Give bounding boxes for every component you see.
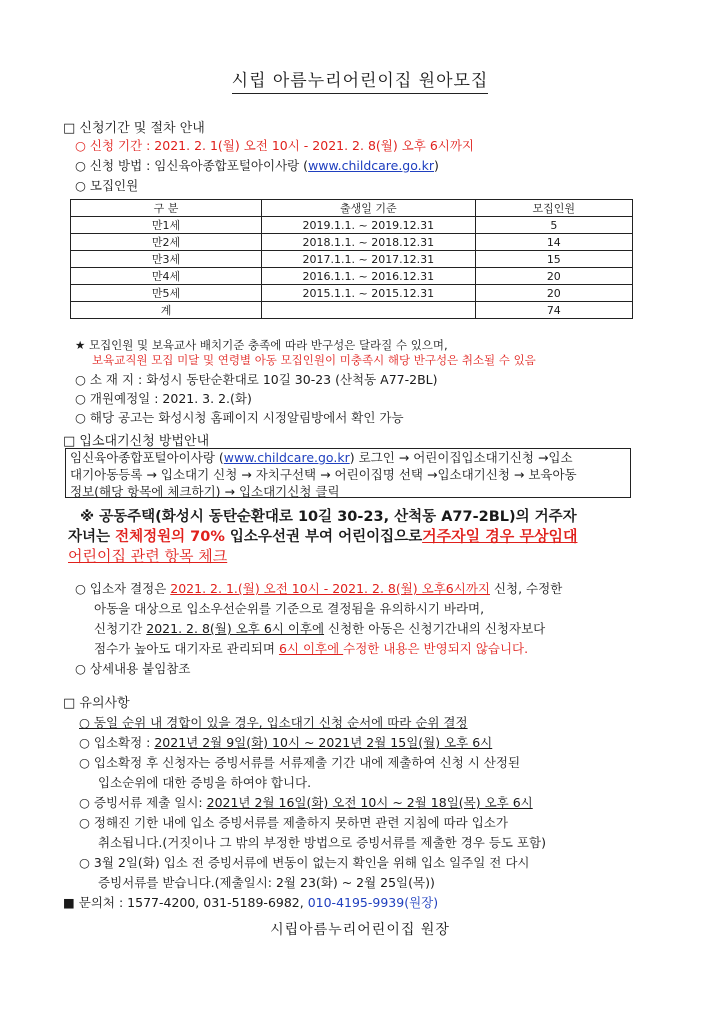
priority-highlight-3: 어린이집 관련 항목 체크 xyxy=(68,547,228,565)
note-3b: 입소순위에 대한 증빙을 하여야 합니다. xyxy=(98,775,312,790)
note-star-red: 보육교직원 모집 미달 및 연령별 아동 모집인원이 미충족시 해당 반구성은 취소될 수 있음 xyxy=(92,353,536,367)
procedure-line-2: 대기아동등록 → 입소대기 신청 → 자치구선택 → 어린이집명 선택 →입소대기신청 → 보육아동 xyxy=(70,467,577,482)
section-heading-notes: □ 유의사항 xyxy=(63,696,130,711)
table-total-row: 계 74 xyxy=(71,302,633,319)
detail-reference: ○ 상세내용 붙임참조 xyxy=(75,661,191,676)
table-row: 만3세 2017.1.1. ~ 2017.12.31 15 xyxy=(71,251,633,268)
note-6b: 증빙서류를 받습니다.(제출일시: 2월 23(화) ~ 2월 25일(목)) xyxy=(98,875,435,890)
table-row: 만2세 2018.1.1. ~ 2018.12.31 14 xyxy=(71,234,633,251)
address: ○ 소 재 지 : 화성시 동탄순환대로 10길 30-23 (산척동 A77-2BL) xyxy=(75,372,438,387)
waitlist-procedure-box xyxy=(65,448,631,498)
note-1: ○ 동일 순위 내 경합이 있을 경우, 입소대기 신청 순서에 따라 순위 결정 xyxy=(79,715,468,730)
page-title: 시립 아름누리어린이집 원아모집 xyxy=(0,66,720,91)
note-4: ○ 증빙서류 제출 일시: 2021년 2월 16일(화) 오전 10시 ~ 2월 18일(목) 오후 6시 xyxy=(79,795,533,810)
note-2: ○ 입소확정 : 2021년 2월 9일(화) 10시 ~ 2021년 2월 15일(월) 오후 6시 xyxy=(79,735,493,750)
note-star: ★ 모집인원 및 보육교사 배치기준 충족에 따라 반구성은 달라질 수 있으며, xyxy=(75,338,448,352)
table-header: 구 분 xyxy=(71,200,262,217)
contact-phone-director: 010-4195-9939(원장) xyxy=(307,895,439,910)
recruit-table xyxy=(70,199,633,319)
note-5b: 취소됩니다.(거짓이나 그 밖의 부정한 방법으로 증빙서류를 제출한 경우 등도 포함) xyxy=(98,835,546,850)
table-header: 모집인원 xyxy=(475,200,632,217)
application-method: ○ 신청 방법 : 임신육아종합포털아이사랑 (www.childcare.go.kr) xyxy=(75,158,439,173)
procedure-line-1: 임신육아종합포털아이사랑 (www.childcare.go.kr) 로그인 → 어린이집입소대기신청 →입소 xyxy=(70,450,573,465)
contact-info: ■ 문의처 : 1577-4200, 031-5189-6982, 010-4195-9939(원장) xyxy=(63,895,439,910)
note-6a: ○ 3월 2일(화) 입소 전 증빙서류에 변동이 없는지 확인을 위해 입소 일주일 전 다시 xyxy=(79,855,530,870)
notice-info: ○ 해당 공고는 화성시청 홈페이지 시정알림방에서 확인 가능 xyxy=(75,410,404,425)
recruit-label: ○ 모집인원 xyxy=(75,178,139,193)
table-row: 만1세 2019.1.1. ~ 2019.12.31 5 xyxy=(71,217,633,234)
decision-line-3: 신청기간 2021. 2. 8(월) 오후 6시 이후에 신청한 아동은 신청기간내의 신청자보다 xyxy=(94,621,546,636)
application-period: ○ 신청 기간 : 2021. 2. 1(월) 오전 10시 - 2021. 2. 8(월) 오후 6시까지 xyxy=(75,138,475,153)
signature-footer: 시립아름누리어린이집 원장 xyxy=(270,922,450,938)
decision-line-4: 점수가 높아도 대기자로 관리되며 6시 이후에 수정한 내용은 반영되지 않습니다. xyxy=(94,641,529,656)
table-row: 만4세 2016.1.1. ~ 2016.12.31 20 xyxy=(71,268,633,285)
opening-date: ○ 개원예정일 : 2021. 3. 2.(화) xyxy=(75,391,252,406)
table-row: 만5세 2015.1.1. ~ 2015.12.31 20 xyxy=(71,285,633,302)
childcare-link[interactable]: www.childcare.go.kr xyxy=(223,450,350,465)
note-3a: ○ 입소확정 후 신청자는 증빙서류를 서류제출 기간 내에 제출하여 신청 시 산정된 xyxy=(79,755,521,770)
table-header-row xyxy=(71,200,633,217)
note-5a: ○ 정해진 기한 내에 입소 증빙서류를 제출하지 못하면 관련 지침에 따라 입소가 xyxy=(79,815,508,830)
section-heading-waitlist: □ 입소대기신청 방법안내 xyxy=(63,434,210,449)
table-header: 출생일 기준 xyxy=(262,200,476,217)
priority-highlight-1: ※ 공동주택(화성시 동탄순환대로 10길 30-23, 산척동 A77-2BL)의 거주자 xyxy=(80,509,577,525)
procedure-line-3: 정보(해당 항목에 체크하기) → 입소대기신청 클릭 xyxy=(70,484,340,499)
priority-highlight-2: 자녀는 전체정원의 70% 입소우선권 부여 어린이집으로거주자일 경우 무상임대 xyxy=(68,527,578,545)
section-heading-application: □ 신청기간 및 절차 안내 xyxy=(63,121,205,136)
decision-line-2: 아동을 대상으로 입소우선순위를 기준으로 결정됨을 유의하시기 바라며, xyxy=(94,601,485,616)
decision-line-1: ○ 입소자 결정은 2021. 2. 1.(월) 오전 10시 - 2021. 2. 8(월) 오후6시까지 신청, 수정한 xyxy=(75,581,563,596)
childcare-link[interactable]: www.childcare.go.kr xyxy=(308,158,435,173)
